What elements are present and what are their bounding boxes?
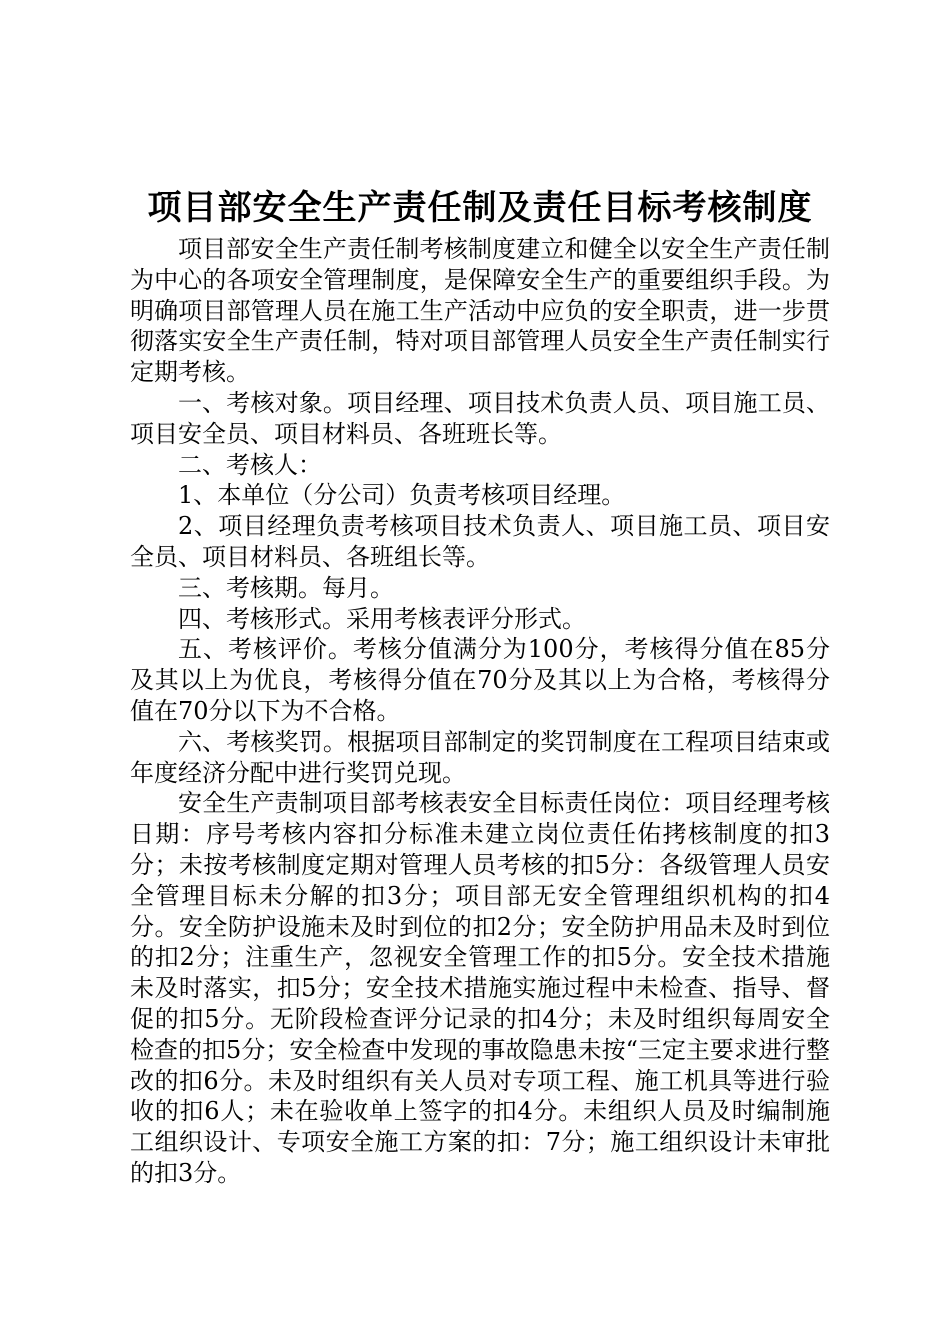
paragraph-section-2: 二、考核人： — [178, 450, 322, 479]
paragraph-section-3: 三、考核期。每月。 — [178, 573, 394, 602]
paragraph-section-4: 四、考核形式。采用考核表评分形式。 — [178, 604, 586, 633]
paragraph-section-5: 五、考核评价。考核分值满分为100分，考核得分值在85分及其以上为优良，考核得分值在70分及其以上为合格，考核得分值在70分以下为不合格。 — [130, 635, 830, 725]
paragraph-assessment-table: 安全生产责制项目部考核表安全目标责任岗位：项目经理考核日期：序号考核内容扣分标准未建立岗位责任佑拷核制度的扣3分；未按考核制度定期对管理人员考核的扣5分：各级管理人员安全管理目标未分解的扣3分；项目部无安全管理组织机构的扣4分。安全防护设施未及时到位的扣2分；安全防护用品未及时到位的扣2分；注重生产，忽视安全管理工作的扣5分。安全技术措施未及时落实，扣5分；安全技术措施实施过程中未检查、指导、督促的扣5分。无阶段检查评分记录的扣4分；未及时组织每周安全检查的扣5分；安全检查中发现的事故隐患未按“三定主要求进行整改的扣6分。未及时组织有关人员对专项工程、施工机具等进行验收的扣6人；未在验收单上签字的扣4分。未组织人员及时编制施工组织设计、专项安全施工方案的扣：7分；施工组织设计未审批的扣3分。 — [130, 789, 830, 1187]
paragraph-intro: 项目部安全生产责任制考核制度建立和健全以安全生产责任制为中心的各项安全管理制度，是保障安全生产的重要组织手段。为明确项目部管理人员在施工生产活动中应负的安全职责，进一步贯彻落实安全生产责任制，特对项目部管理人员安全生产责任制实行定期考核。 — [130, 235, 830, 387]
paragraph-item-2: 2、项目经理负责考核项目技术负责人、项目施工员、项目安全员、项目材料员、各班组长等。 — [130, 512, 830, 571]
paragraph-section-1: 一、考核对象。项目经理、项目技术负责人员、项目施工员、项目安全员、项目材料员、各班班长等。 — [130, 388, 830, 448]
paragraph-item-1: 1、本单位（分公司）负责考核项目经理。 — [178, 481, 626, 510]
paragraph-section-6: 六、考核奖罚。根据项目部制定的奖罚制度在工程项目结束或年度经济分配中进行奖罚兑现。 — [130, 727, 830, 787]
document-body — [130, 234, 830, 1189]
document-title: 项目部安全生产责任制及责任目标考核制度 — [147, 188, 813, 228]
